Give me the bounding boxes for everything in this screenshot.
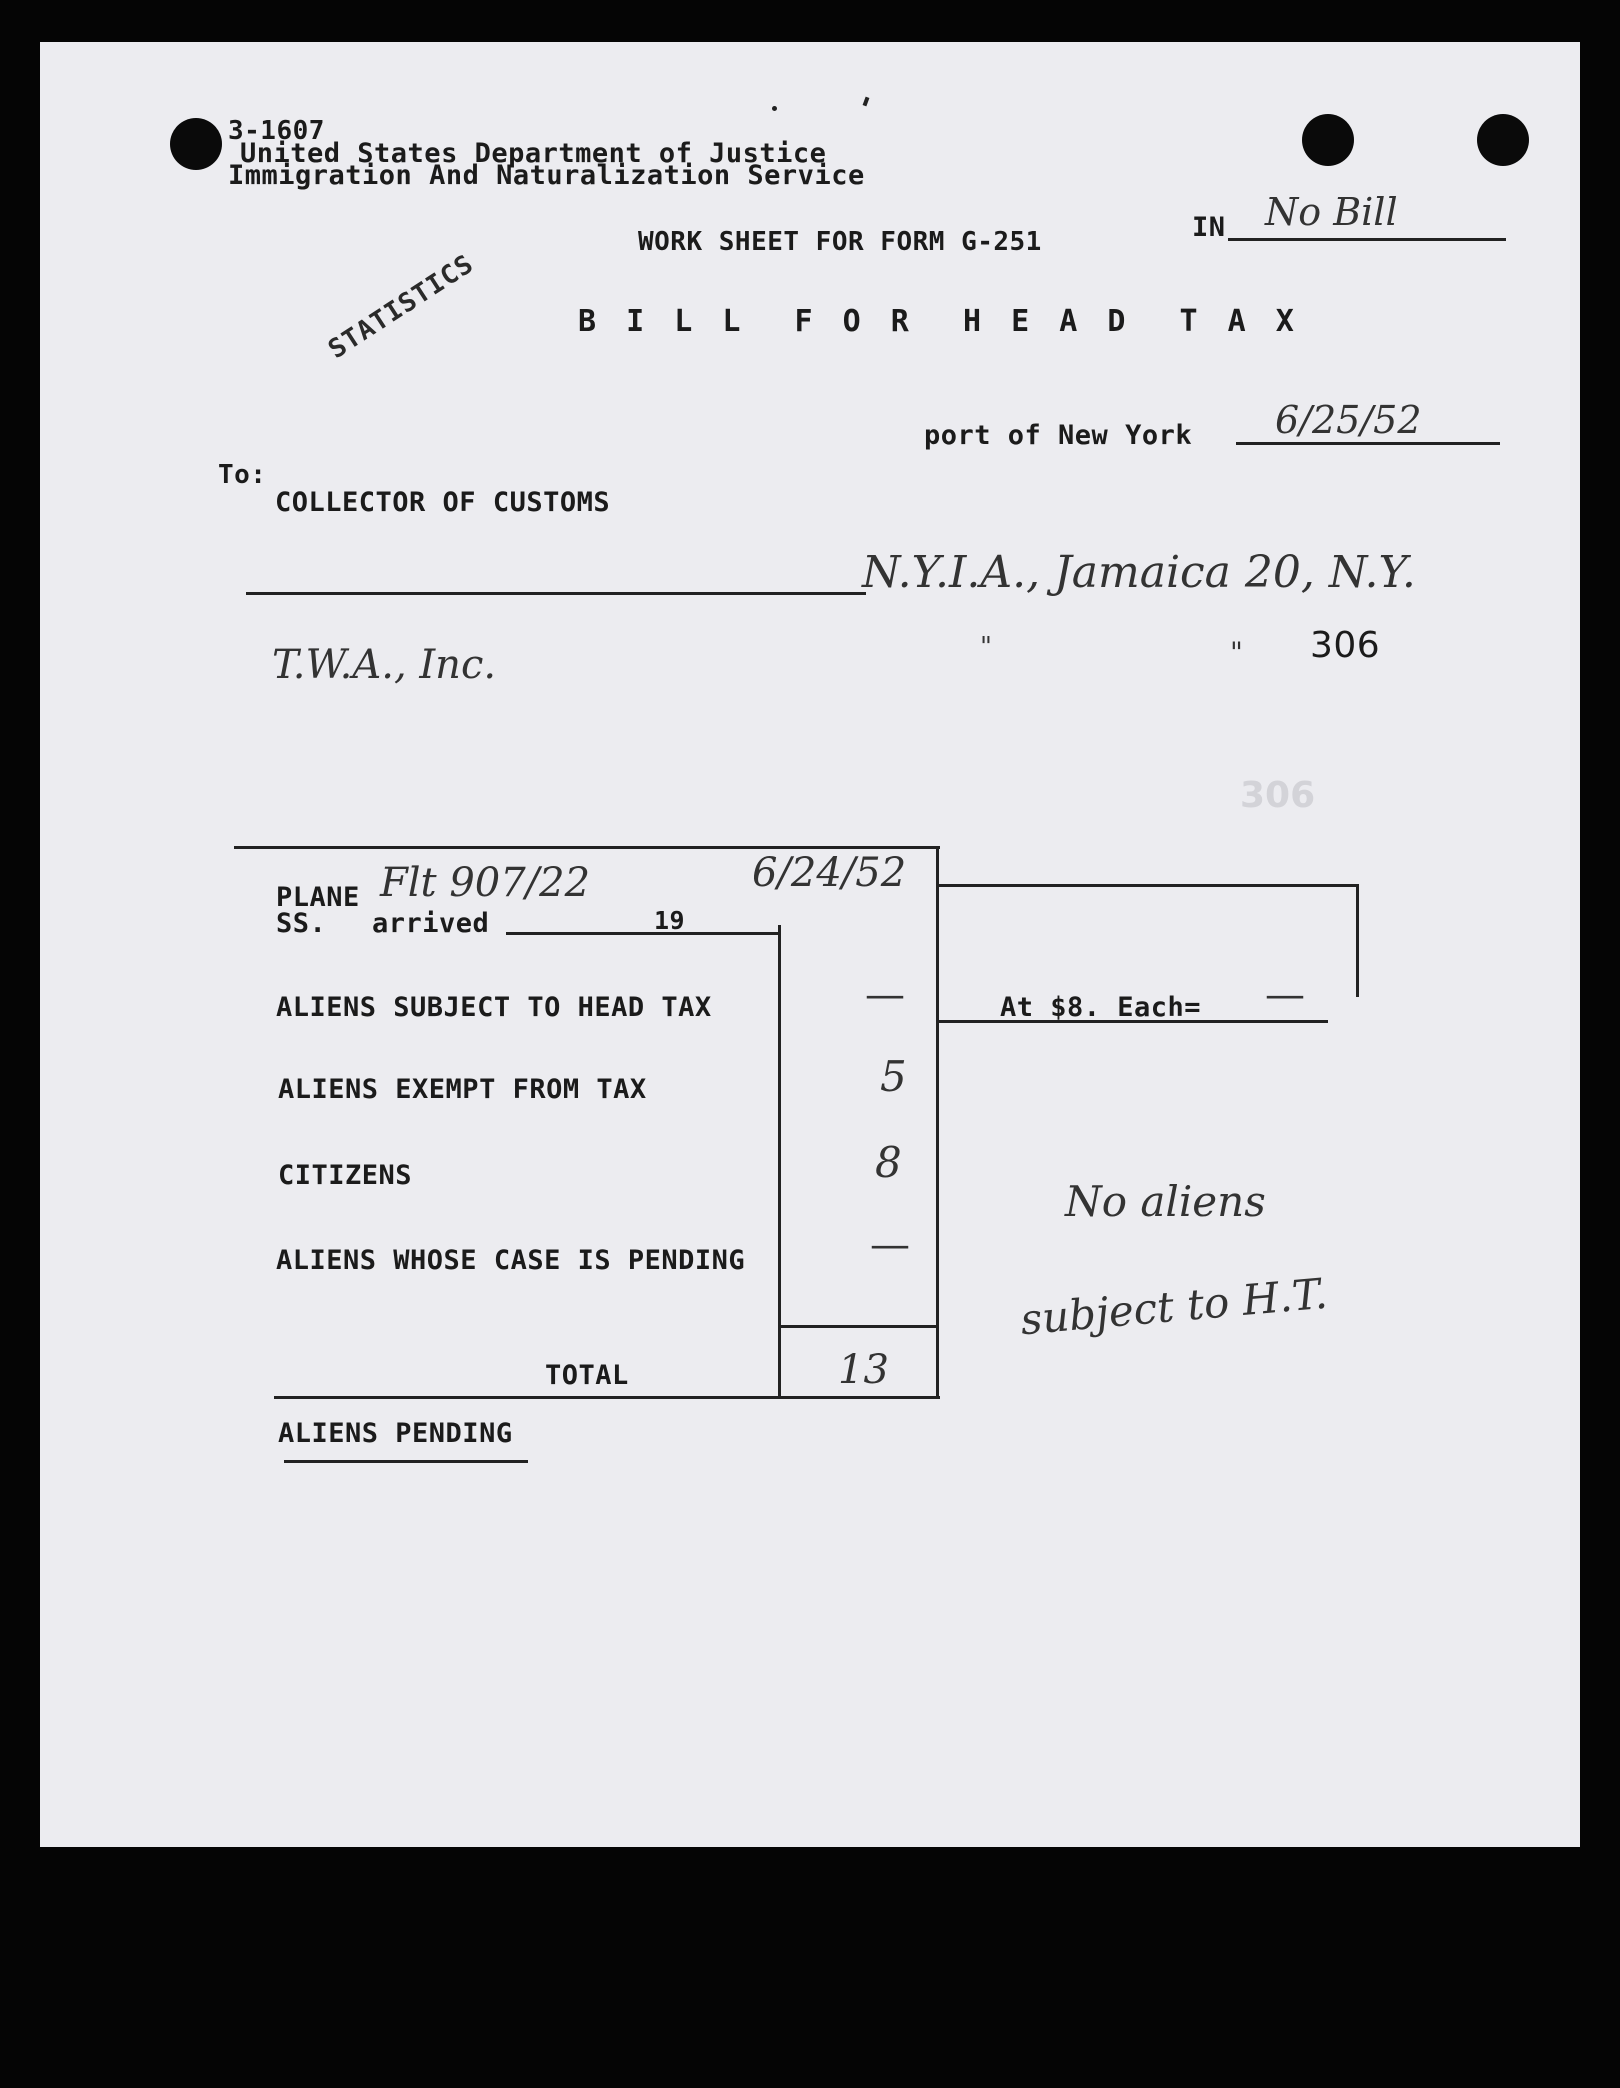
work-sheet-title: WORK SHEET FOR FORM G-251	[638, 227, 1042, 257]
ditto-mark-2: "	[1230, 636, 1243, 669]
row-label-exempt: ALIENS EXEMPT FROM TAX	[278, 1074, 647, 1105]
table-bottom-rule	[274, 1396, 940, 1399]
punch-hole-right-1	[1302, 114, 1354, 166]
aliens-pending-underline	[284, 1460, 528, 1463]
table-top-rule	[234, 846, 940, 849]
port-label: port of New York	[924, 420, 1193, 451]
note-line-1: No aliens	[1065, 1177, 1266, 1226]
address-number: 306	[1310, 625, 1381, 666]
row-value-subject-to-tax: —	[865, 972, 905, 1018]
form-code: 3-1607	[228, 116, 325, 146]
row-label-citizens: CITIZENS	[278, 1160, 413, 1191]
punch-hole-left	[170, 118, 222, 170]
arrived-underline	[506, 932, 778, 935]
rate-box-right-rule	[1356, 884, 1359, 997]
ink-dot	[772, 106, 777, 111]
year-prefix: 19	[654, 906, 686, 935]
in-underline	[1228, 238, 1506, 241]
arrival-date: 6/24/52	[752, 850, 907, 896]
note-line-2: subject to H.T.	[1018, 1268, 1330, 1345]
row-label-subject-to-tax: ALIENS SUBJECT TO HEAD TAX	[276, 992, 712, 1023]
port-date: 6/25/52	[1275, 398, 1422, 442]
row-value-citizens: 8	[875, 1138, 902, 1187]
rate-box-top-rule	[938, 884, 1356, 887]
total-label: TOTAL	[545, 1360, 629, 1391]
address-line	[246, 592, 866, 595]
value-column-right-rule	[936, 846, 939, 1396]
company-name: T.W.A., Inc.	[272, 642, 497, 688]
in-value: No Bill	[1265, 190, 1398, 234]
bill-title: B I L L F O R H E A D T A X	[578, 304, 1300, 339]
row-label-pending: ALIENS WHOSE CASE IS PENDING	[276, 1245, 746, 1276]
punch-hole-right-2	[1477, 114, 1529, 166]
document-page	[40, 42, 1580, 1847]
agency-line-2: Immigration And Naturalization Service	[228, 160, 865, 191]
port-date-underline	[1236, 442, 1500, 445]
total-value: 13	[838, 1347, 889, 1393]
to-label: To:	[218, 460, 267, 490]
faint-number: 306	[1240, 775, 1316, 816]
ditto-mark-1: "	[980, 632, 992, 662]
location-handwritten: N.Y.I.A., Jamaica 20, N.Y.	[862, 547, 1416, 598]
plane-label: PLANE	[276, 882, 360, 913]
statistics-stamp: STATISTICS	[323, 249, 480, 365]
in-label: IN	[1192, 212, 1226, 243]
row-value-exempt: 5	[880, 1052, 907, 1101]
total-top-rule	[778, 1325, 938, 1328]
collector-of-customs: COLLECTOR OF CUSTOMS	[275, 487, 611, 518]
rate-value: —	[1265, 972, 1305, 1018]
rate-label: At $8. Each=	[1000, 992, 1202, 1023]
arrived-label: arrived	[372, 908, 490, 939]
ss-label: SS.	[276, 908, 327, 939]
flight-number: Flt 907/22	[380, 860, 591, 906]
row-value-pending: —	[870, 1222, 910, 1268]
agency-line-1: United States Department of Justice	[240, 138, 827, 169]
ink-tick	[863, 97, 870, 107]
aliens-pending-label: ALIENS PENDING	[278, 1418, 513, 1449]
